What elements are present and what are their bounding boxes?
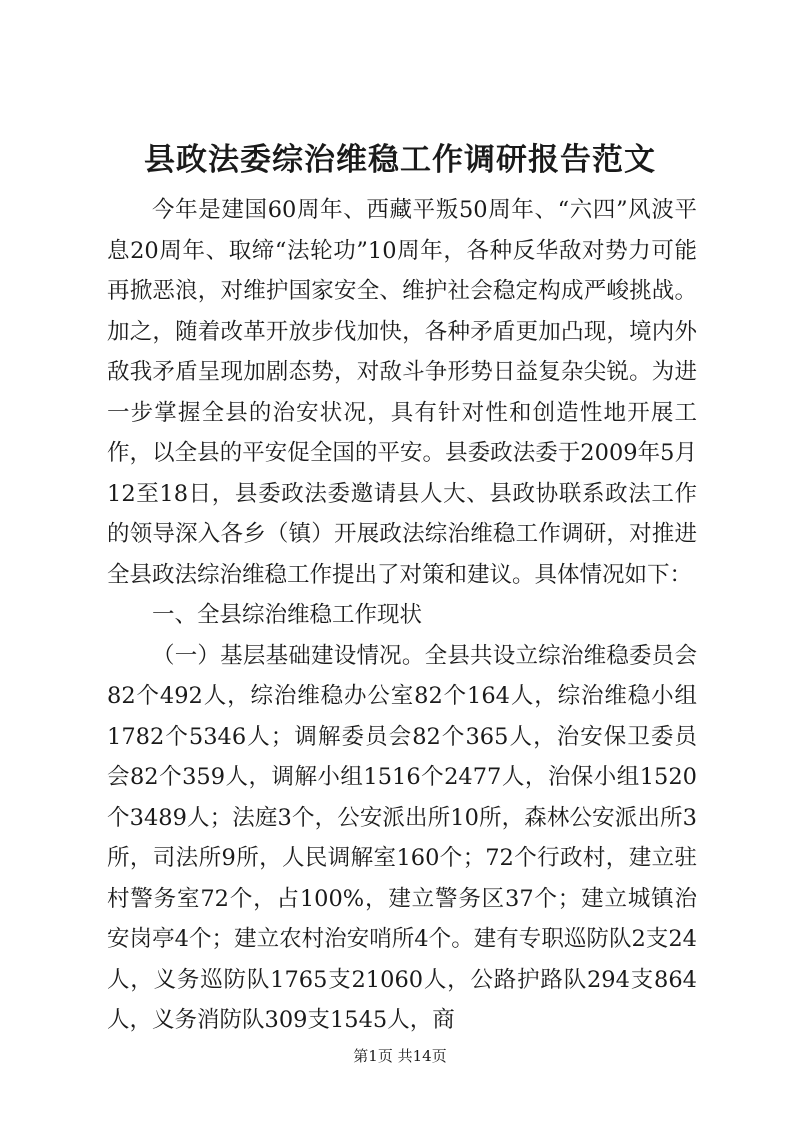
paragraph-intro: 今年是建国60周年、西藏平叛50周年、“六四”风波平息20周年、取缔“法轮功”10周年，各种反华敌对势力可能再掀恶浪，对维护国家安全、维护社会稳定构成严峻挑战。加之，随着改革开放步伐加快，各种矛盾更加凸现，境内外敌我矛盾呈现加剧态势，对敌斗争形势日益复杂尖锐。为进一步掌握全县的治安状况，具有针对性和创造性地开展工作，以全县的平安促全国的平安。县委政法委于2009年5月12至18日，县委政法委邀请县人大、县政协联系政法工作的领导深入各乡（镇）开展政法综治维稳工作调研，对推进全县政法综治维稳工作提出了对策和建议。具体情况如下： — [107, 197, 697, 588]
paragraph-infrastructure: （一）基层基础建设情况。全县共设立综治维稳委员会82个492人，综治维稳办公室82个164人，综治维稳小组1782个5346人；调解委员会82个365人，治安保卫委员会82个359人，调解小组1516个2477人，治保小组1520个3489人；法庭3个，公安派出所10所，森林公安派出所3所，司法所9所，人民调解室160个；72个行政村，建立驻村警务室72个，占100%，建立警务区37个；建立城镇治安岗亭4个；建立农村治安哨所4个。建有专职巡防队2支24人，义务巡防队1765支21060人，公路护路队294支864人，义务消防队309支1545人，商 — [107, 642, 697, 1033]
page-number-footer: 第1页 共14页 — [353, 1047, 447, 1065]
document-title: 县政法委综治维稳工作调研报告范文 — [144, 142, 656, 178]
document-body — [107, 190, 697, 1041]
section-heading: 一、全县综治维稳工作现状 — [152, 602, 423, 628]
